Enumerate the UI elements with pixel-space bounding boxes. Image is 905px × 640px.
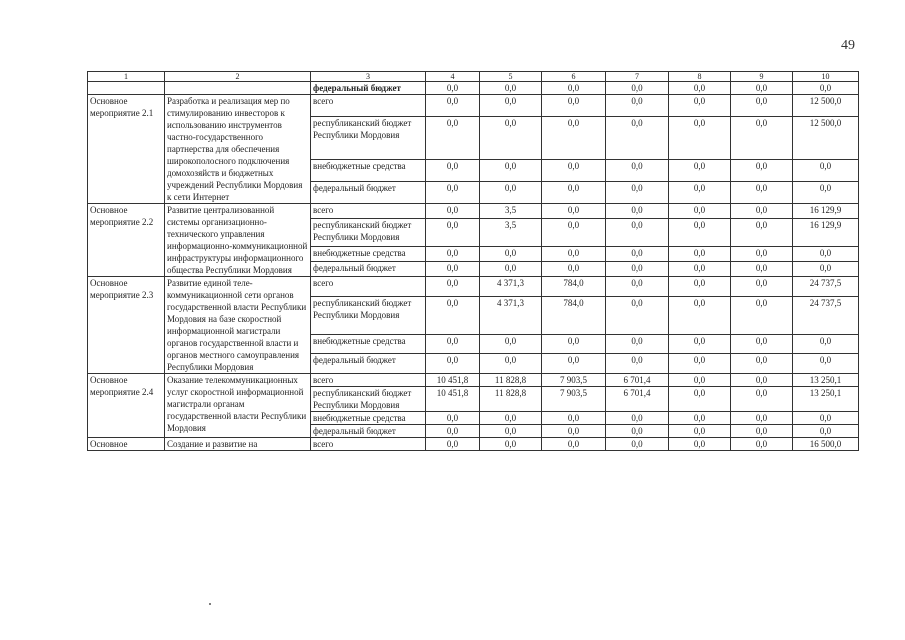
value-cell: 0,0 xyxy=(793,354,859,374)
measure-title: Развитие централизованной системы организационно-технического управления информационно-коммуникационной инфраструктуры информационного общества Республики Мордовия xyxy=(165,204,311,277)
value-cell: 0,0 xyxy=(480,425,542,438)
value-cell: 7 903,5 xyxy=(542,374,606,387)
value-cell: 0,0 xyxy=(669,374,731,387)
value-cell: 0,0 xyxy=(606,296,669,334)
measure-row xyxy=(88,95,859,117)
value-cell: 0,0 xyxy=(731,296,793,334)
value-cell: 0,0 xyxy=(669,334,731,354)
value-cell: 0,0 xyxy=(480,247,542,262)
value-cell: 0,0 xyxy=(426,204,480,219)
funding-source: внебюджетные средства xyxy=(311,412,426,425)
value-cell: 3,5 xyxy=(480,204,542,219)
value-cell: 0,0 xyxy=(426,334,480,354)
value-cell: 0,0 xyxy=(542,218,606,247)
funding-source: федеральный бюджет xyxy=(311,425,426,438)
empty-cell xyxy=(88,82,165,95)
value-cell: 0,0 xyxy=(426,82,480,95)
column-number: 3 xyxy=(311,72,426,82)
value-cell: 0,0 xyxy=(542,412,606,425)
value-cell: 0,0 xyxy=(731,438,793,451)
value-cell: 0,0 xyxy=(669,95,731,117)
column-number: 6 xyxy=(542,72,606,82)
empty-cell xyxy=(165,82,311,95)
value-cell: 0,0 xyxy=(731,204,793,219)
value-cell: 0,0 xyxy=(606,204,669,219)
value-cell: 0,0 xyxy=(669,354,731,374)
column-number: 8 xyxy=(669,72,731,82)
value-cell: 0,0 xyxy=(793,334,859,354)
value-cell: 0,0 xyxy=(426,425,480,438)
value-cell: 0,0 xyxy=(793,159,859,181)
value-cell: 0,0 xyxy=(606,218,669,247)
funding-source: республиканский бюджет Республики Мордовия xyxy=(311,218,426,247)
value-cell: 0,0 xyxy=(426,354,480,374)
value-cell: 0,0 xyxy=(669,438,731,451)
value-cell: 0,0 xyxy=(669,247,731,262)
funding-source: всего xyxy=(311,95,426,117)
value-cell: 0,0 xyxy=(669,425,731,438)
value-cell: 0,0 xyxy=(426,438,480,451)
column-number: 2 xyxy=(165,72,311,82)
value-cell: 0,0 xyxy=(669,412,731,425)
value-cell: 16 129,9 xyxy=(793,218,859,247)
measure-title: Оказание телекоммуникационных услуг скоростной информационной магистрали органам государственной власти Республики Мордовия xyxy=(165,374,311,438)
column-number: 9 xyxy=(731,72,793,82)
measure-title: Разработка и реализация мер по стимулированию инвесторов к использованию инструментов частно-государственного партнерства для обеспечения широкополосного подключения домохозяйств и бюджетных учреждений Республики Мордовия к сети Интернет xyxy=(165,95,311,204)
measure-row xyxy=(88,277,859,297)
value-cell: 0,0 xyxy=(542,117,606,160)
measure-code: Основное мероприятие 2.1 xyxy=(88,95,165,204)
measure-code: Основное мероприятие 2.4 xyxy=(88,374,165,438)
value-cell: 12 500,0 xyxy=(793,117,859,160)
value-cell: 0,0 xyxy=(731,334,793,354)
funding-source: федеральный бюджет xyxy=(311,181,426,203)
value-cell: 0,0 xyxy=(426,412,480,425)
value-cell: 0,0 xyxy=(480,181,542,203)
value-cell: 4 371,3 xyxy=(480,277,542,297)
value-cell: 0,0 xyxy=(542,438,606,451)
value-cell: 24 737,5 xyxy=(793,296,859,334)
value-cell: 0,0 xyxy=(606,247,669,262)
value-cell: 0,0 xyxy=(606,117,669,160)
value-cell: 0,0 xyxy=(793,425,859,438)
funding-source: всего xyxy=(311,374,426,387)
value-cell: 0,0 xyxy=(731,412,793,425)
measure-row xyxy=(88,374,859,387)
value-cell: 0,0 xyxy=(669,277,731,297)
value-cell: 0,0 xyxy=(542,334,606,354)
column-number: 1 xyxy=(88,72,165,82)
value-cell: 0,0 xyxy=(606,159,669,181)
value-cell: 0,0 xyxy=(669,296,731,334)
funding-source: внебюджетные средства xyxy=(311,334,426,354)
value-cell: 0,0 xyxy=(426,95,480,117)
value-cell: 0,0 xyxy=(793,412,859,425)
value-cell: 0,0 xyxy=(731,277,793,297)
value-cell: 0,0 xyxy=(542,247,606,262)
value-cell: 0,0 xyxy=(731,218,793,247)
value-cell: 0,0 xyxy=(731,117,793,160)
value-cell: 0,0 xyxy=(426,159,480,181)
value-cell: 0,0 xyxy=(731,95,793,117)
value-cell: 0,0 xyxy=(542,159,606,181)
scan-speck xyxy=(209,603,211,605)
value-cell: 0,0 xyxy=(731,247,793,262)
value-cell: 0,0 xyxy=(606,262,669,277)
funding-source: всего xyxy=(311,438,426,451)
value-cell: 0,0 xyxy=(793,82,859,95)
value-cell: 0,0 xyxy=(426,181,480,203)
value-cell: 0,0 xyxy=(542,425,606,438)
value-cell: 784,0 xyxy=(542,277,606,297)
value-cell: 0,0 xyxy=(480,334,542,354)
funding-source: внебюджетные средства xyxy=(311,159,426,181)
value-cell: 0,0 xyxy=(542,354,606,374)
value-cell: 0,0 xyxy=(426,247,480,262)
value-cell: 0,0 xyxy=(480,354,542,374)
measure-row xyxy=(88,204,859,219)
value-cell: 0,0 xyxy=(669,181,731,203)
value-cell: 16 500,0 xyxy=(793,438,859,451)
budget-table-body xyxy=(88,72,859,451)
value-cell: 0,0 xyxy=(426,296,480,334)
funding-source: всего xyxy=(311,277,426,297)
value-cell: 0,0 xyxy=(731,82,793,95)
value-cell: 0,0 xyxy=(542,82,606,95)
value-cell: 4 371,3 xyxy=(480,296,542,334)
carryover-row xyxy=(88,82,859,95)
value-cell: 0,0 xyxy=(606,334,669,354)
value-cell: 0,0 xyxy=(793,181,859,203)
value-cell: 0,0 xyxy=(426,262,480,277)
value-cell: 16 129,9 xyxy=(793,204,859,219)
value-cell: 12 500,0 xyxy=(793,95,859,117)
funding-source: внебюджетные средства xyxy=(311,247,426,262)
value-cell: 0,0 xyxy=(669,82,731,95)
value-cell: 0,0 xyxy=(606,438,669,451)
value-cell: 24 737,5 xyxy=(793,277,859,297)
value-cell: 0,0 xyxy=(542,262,606,277)
value-cell: 0,0 xyxy=(669,387,731,412)
budget-table xyxy=(87,71,859,451)
measure-code: Основное мероприятие 2.2 xyxy=(88,204,165,277)
measure-code: Основное мероприятие 2.3 xyxy=(88,277,165,374)
value-cell: 0,0 xyxy=(669,159,731,181)
value-cell: 0,0 xyxy=(480,262,542,277)
value-cell: 0,0 xyxy=(606,354,669,374)
funding-source: республиканский бюджет Республики Мордовия xyxy=(311,387,426,412)
funding-source: республиканский бюджет Республики Мордовия xyxy=(311,296,426,334)
measure-row xyxy=(88,438,859,451)
value-cell: 0,0 xyxy=(606,95,669,117)
measure-title: Развитие единой теле-коммуникационной сети органов государственной власти Республики Мордовия на базе скоростной информационной магистрали органов государственной власти и органов местного самоуправления Республики Мордовия xyxy=(165,277,311,374)
value-cell: 6 701,4 xyxy=(606,387,669,412)
value-cell: 11 828,8 xyxy=(480,374,542,387)
value-cell: 0,0 xyxy=(480,95,542,117)
value-cell: 0,0 xyxy=(731,354,793,374)
value-cell: 0,0 xyxy=(606,82,669,95)
value-cell: 0,0 xyxy=(731,374,793,387)
value-cell: 10 451,8 xyxy=(426,374,480,387)
value-cell: 10 451,8 xyxy=(426,387,480,412)
value-cell: 0,0 xyxy=(731,425,793,438)
value-cell: 13 250,1 xyxy=(793,387,859,412)
value-cell: 0,0 xyxy=(731,262,793,277)
value-cell: 0,0 xyxy=(731,159,793,181)
value-cell: 0,0 xyxy=(426,117,480,160)
value-cell: 0,0 xyxy=(669,204,731,219)
value-cell: 3,5 xyxy=(480,218,542,247)
value-cell: 0,0 xyxy=(480,117,542,160)
value-cell: 0,0 xyxy=(606,181,669,203)
value-cell: 13 250,1 xyxy=(793,374,859,387)
column-number: 10 xyxy=(793,72,859,82)
value-cell: 0,0 xyxy=(542,95,606,117)
column-number: 4 xyxy=(426,72,480,82)
value-cell: 784,0 xyxy=(542,296,606,334)
value-cell: 0,0 xyxy=(542,204,606,219)
value-cell: 0,0 xyxy=(669,218,731,247)
value-cell: 0,0 xyxy=(669,117,731,160)
value-cell: 0,0 xyxy=(669,262,731,277)
value-cell: 6 701,4 xyxy=(606,374,669,387)
page-number: 49 xyxy=(841,38,855,53)
value-cell: 0,0 xyxy=(793,262,859,277)
funding-source: федеральный бюджет xyxy=(311,262,426,277)
value-cell: 0,0 xyxy=(606,425,669,438)
value-cell: 0,0 xyxy=(793,247,859,262)
column-number: 7 xyxy=(606,72,669,82)
value-cell: 0,0 xyxy=(426,277,480,297)
value-cell: 0,0 xyxy=(426,218,480,247)
value-cell: 0,0 xyxy=(542,181,606,203)
measure-code: Основное xyxy=(88,438,165,451)
value-cell: 0,0 xyxy=(480,159,542,181)
column-number-row xyxy=(88,72,859,82)
funding-source: республиканский бюджет Республики Мордовия xyxy=(311,117,426,160)
value-cell: 7 903,5 xyxy=(542,387,606,412)
value-cell: 0,0 xyxy=(480,438,542,451)
value-cell: 0,0 xyxy=(731,387,793,412)
value-cell: 11 828,8 xyxy=(480,387,542,412)
funding-source: федеральный бюджет xyxy=(311,354,426,374)
column-number: 5 xyxy=(480,72,542,82)
value-cell: 0,0 xyxy=(731,181,793,203)
value-cell: 0,0 xyxy=(480,82,542,95)
value-cell: 0,0 xyxy=(606,412,669,425)
measure-title: Создание и развитие на xyxy=(165,438,311,451)
funding-source: федеральный бюджет xyxy=(311,82,426,95)
funding-source: всего xyxy=(311,204,426,219)
value-cell: 0,0 xyxy=(480,412,542,425)
budget-table-sheet xyxy=(87,71,858,451)
value-cell: 0,0 xyxy=(606,277,669,297)
